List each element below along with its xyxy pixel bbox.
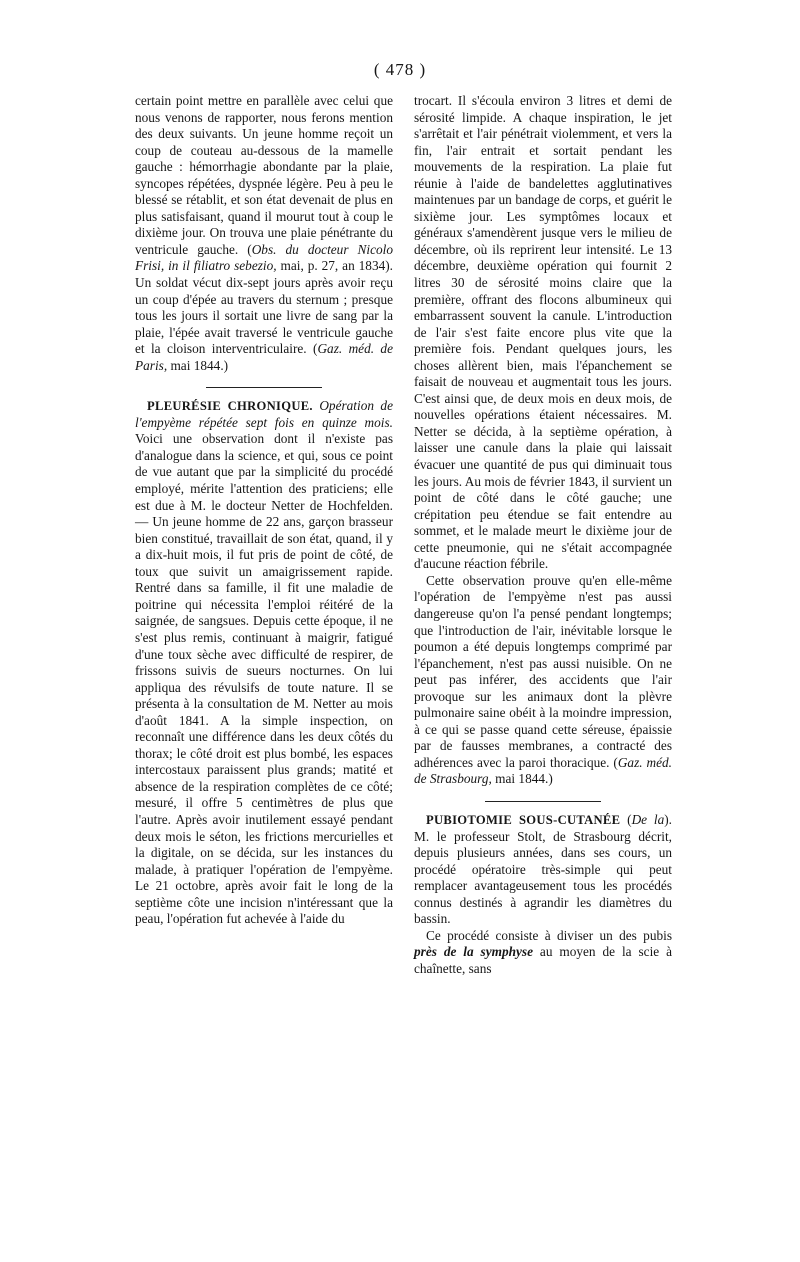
emphasis-text: De la bbox=[631, 811, 665, 827]
text-run: trocart. Il s'écoula environ 3 litres et demi de sérosité limpide. A chaque inspiration, le jet s'arrêtait et l'air pénétrait violemment, et vers la fin, l'air entrait et sortait pendant les mouvements de la respiration. La plaie fut réunie à l'aide de bandelettes agglutinatives maintenues par un bandage de corps, et guérit le sixième jour. Les symptômes locaux et généraux s'amendèrent jusque vers le milieu de décembre, où ils reprirent leur intensité. Le 13 décembre, deuxième opération qui fournit 2 litres 30 de sérosité moins claire que la première, offrant des flocons albumineux qui embarrassent souvent la canule. L'introduction de l'air s'est faite encore plus vite que la première fois. Pendant quelques jours, les choses allèrent bien, mais l'épanchement se faisait de nouveau et augmentait tous les jours. C'est ainsi que, de deux mois en deux mois, de nouvelles opérations étaient nécessaires. M. Netter se décida, à la septième opération, à laisser une canule dans la plaie qui laissait évacuer une quantité de pus qui diminuait tous les jours. Au mois de février 1843, il survient un point de côté dans le côté gauche; une crépitation peu étendue se fait entendre au sommet, et le malade meurt le dixième jour de cette pneumonie, qui ne s'était accompagnée d'aucune réaction fébrile. bbox=[414, 93, 672, 572]
text-run: certain point mettre en parallèle avec celui que nous venons de rapporter, nous ferons mention des deux suivants. Un jeune homme reçoit un coup de couteau au-dessous de la mamelle gauche : hémorrhagie abondante par la plaie, syncopes répétées, dyspnée légère. Peu à peu le blessé se rétablit, et son état devenait de plus en plus satisfaisant, quand il mourut tout à coup le dixième jour. On trouva une plaie pénétrante du ventricule gauche. ( bbox=[135, 93, 393, 257]
section-separator bbox=[485, 801, 601, 802]
right-column bbox=[414, 93, 672, 977]
paragraph bbox=[135, 398, 393, 928]
text-run: mai 1844.) bbox=[491, 771, 553, 787]
emphasis-text: près de la symphyse bbox=[414, 944, 533, 960]
section-heading: PLEURÉSIE CHRONIQUE. bbox=[147, 399, 313, 414]
paragraph bbox=[414, 928, 672, 978]
text-run: ( bbox=[620, 811, 632, 827]
text-run: Ce procédé consiste à diviser un des pubis bbox=[426, 927, 672, 943]
emphasis-text: Gaz. méd. de Strasbourg, bbox=[414, 754, 672, 787]
text-run: mai 1844.) bbox=[167, 357, 229, 373]
emphasis-text: Opération de l'empyème répétée sept fois en quinze mois. bbox=[135, 398, 393, 430]
emphasis-text: Gaz. méd. de Paris, bbox=[135, 341, 393, 373]
section-heading: PUBIOTOMIE SOUS-CUTANÉE bbox=[426, 812, 621, 827]
text-run: mai, p. 27, an 1834). Un soldat vécut dix-sept jours après avoir reçu un coup d'épée au travers du sternum ; presque tous les jours il sortait une livre de sang par la plaie, l'épée avait traversé le ventricule gauche et la cloison interventriculaire. ( bbox=[135, 258, 393, 357]
emphasis-text: Obs. du docteur Nicolo Frisi, in il filiatro sebezio, bbox=[135, 241, 394, 274]
paragraph bbox=[414, 573, 672, 788]
text-run: Voici une observation dont il n'existe pas d'analogue dans la science, et qui, sous ce point de vue autant que par la simplicité du procédé employé, mérite l'attention des praticiens; elle est due à M. le docteur Netter de Hochfelden. — Un jeune homme de 22 ans, garçon brasseur bien constitué, travaillait de son état, quand, il y a dix-huit mois, il fut pris de point de côté, de toux que suivit un amaigrissement rapide. Rentré dans sa famille, il fit une maladie de poitrine qui nécessita l'emploi réitéré de la saignée, de sangsues. Depuis cette époque, il ne s'est plus remis, continuant à maigrir, fatigué d'une toux sèche avec difficulté de respirer, de frissons suivis de sueurs nocturnes. On lui appliqua des révulsifs de toute nature. Il se présenta à la consultation de M. Netter au mois d'août 1841. A la simple inspection, on reconnaît une différence dans les deux côtés du thorax; le côté droit est plus bombé, les espaces intercostaux paraissent plus grands; matité et absence de la respiration complètes de ce côté; mesuré, il offre 5 centimètres de plus que l'autre. Après avoir inutilement essayé pendant deux mois le séton, les frictions mercurielles et la digitale, on se décida, sur les instances du malade, à pratiquer l'opération de l'empyème. Le 21 octobre, après avoir fait le long de la septième côte une incision n'intéressant que la peau, l'opération fut achevée à l'aide du bbox=[135, 431, 393, 927]
paragraph bbox=[414, 812, 672, 928]
text-run: ). M. le professeur Stolt, de Strasbourg décrit, depuis plusieurs années, dans ses cours, un procédé opératoire très-simple qui peut remplacer avantageusement tous les procédés connus destinés à agrandir les diamètres du bassin. bbox=[414, 811, 673, 927]
page-number: ( 478 ) bbox=[373, 60, 427, 79]
paragraph bbox=[135, 93, 393, 374]
paragraph bbox=[414, 93, 672, 573]
text-run: au moyen de la scie à chaînette, sans bbox=[414, 944, 672, 976]
left-column bbox=[135, 93, 393, 928]
section-separator bbox=[206, 387, 322, 388]
text-run: Cette observation prouve qu'en elle-même l'opération de l'empyème n'est pas aussi dangereuse qu'on l'a pensé pendant longtemps; que l'introduction de l'air, inévitable lorsque le poumon a été depuis longtemps comprimé par l'épanchement, n'est pas aussi nuisible. On ne peut pas inférer, des accidents que l'air provoque sur les animaux dont la plèvre pulmonaire saine obéit à la moindre impression, à ce qui se passe quand cette séreuse, épaissie par de fausses membranes, a contracté des adhérences avec la paroi thoracique. ( bbox=[414, 572, 672, 770]
